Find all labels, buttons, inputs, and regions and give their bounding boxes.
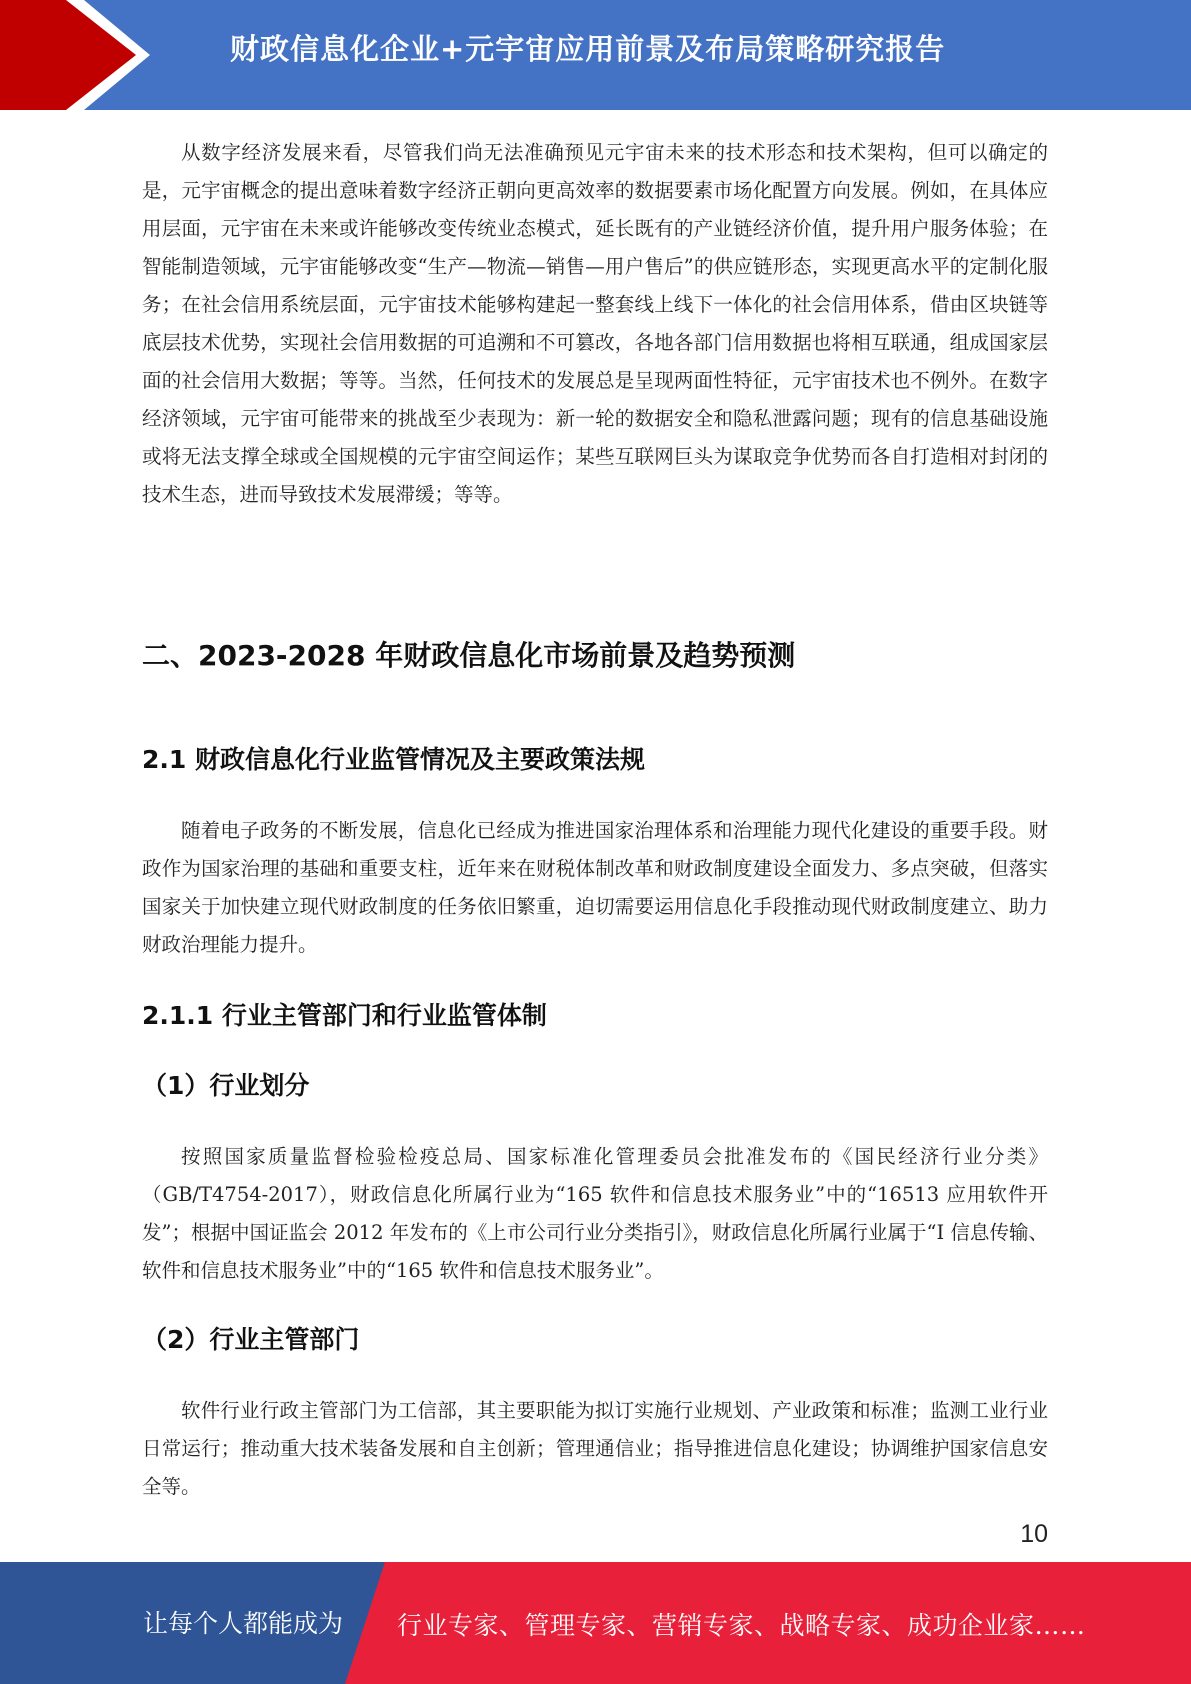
section-2-1-paragraph: 随着电子政务的不断发展，信息化已经成为推进国家治理体系和治理能力现代化建设的重要手段。财政作为国家治理的基础和重要支柱，近年来在财税体制改革和财政制度建设全面发力、多点突破，但落实国家关于加快建立现代财政制度的任务依旧繁重，迫切需要运用信息化手段推动现代财政制度建立、助力财政治理能力提升。 <box>142 819 1048 956</box>
header-red-arrow <box>0 0 136 110</box>
section-heading-2: 二、2023-2028 年财政信息化市场前景及趋势预测 <box>142 639 796 672</box>
intro-paragraph: 从数字经济发展来看，尽管我们尚无法准确预见元宇宙未来的技术形态和技术架构，但可以确定的是，元宇宙概念的提出意味着数字经济正朝向更高效率的数据要素市场化配置方向发展。例如，在具体应用层面，元宇宙在未来或许能够改变传统业态模式，延长既有的产业链经济价值，提升用户服务体验；在智能制造领域，元宇宙能够改变“生产—物流—销售—用户售后”的供应链形态，实现更高水平的定制化服务；在社会信用系统层面，元宇宙技术能够构建起一整套线上线下一体化的社会信用体系，借由区块链等底层技术优势，实现社会信用数据的可追溯和不可篡改，各地各部门信用数据也将相互联通，组成国家层面的社会信用大数据；等等。当然，任何技术的发展总是呈现两面性特征，元宇宙技术也不例外。在数字经济领域，元宇宙可能带来的挑战至少表现为：新一轮的数据安全和隐私泄露问题；现有的信息基础设施或将无法支撑全球或全国规模的元宇宙空间运作；某些互联网巨头为谋取竞争优势而各自打造相对封闭的技术生态，进而导致技术发展滞缓；等等。 <box>142 141 1048 506</box>
section-heading-2-1: 2.1 财政信息化行业监管情况及主要政策法规 <box>142 745 645 774</box>
authority-paragraph: 软件行业行政主管部门为工信部，其主要职能为拟订实施行业规划、产业政策和标准；监测工业行业日常运行；推动重大技术装备发展和自主创新；管理通信业；指导推进信息化建设；协调维护国家信息安全等。 <box>142 1399 1048 1498</box>
footer-slogan-right: 行业专家、管理专家、营销专家、战略专家、成功企业家…… <box>397 1611 1086 1640</box>
item-heading-authority: （2）行业主管部门 <box>142 1325 360 1354</box>
page-number: 10 <box>1020 1520 1048 1548</box>
industry-classification-paragraph: 按照国家质量监督检验检疫总局、国家标准化管理委员会批准发布的《国民经济行业分类》（GB/T4754-2017），财政信息化所属行业为“165 软件和信息技术服务业”中的“16513 应用软件开发”；根据中国证监会 2012 年发布的《上市公司行业分类指引》，财政信息化所属行业属于“I 信息传输、软件和信息技术服务业”中的“165 软件和信息技术服务业”。 <box>142 1145 1048 1282</box>
section-heading-2-1-1: 2.1.1 行业主管部门和行业监管体制 <box>142 1001 547 1030</box>
item-heading-industry-classification: （1）行业划分 <box>142 1071 310 1100</box>
page-footer <box>0 1562 1191 1684</box>
report-title: 财政信息化企业+元宇宙应用前景及布局策略研究报告 <box>230 32 946 66</box>
footer-slogan-left: 让每个人都能成为 <box>143 1609 344 1638</box>
page-header <box>0 0 1191 110</box>
